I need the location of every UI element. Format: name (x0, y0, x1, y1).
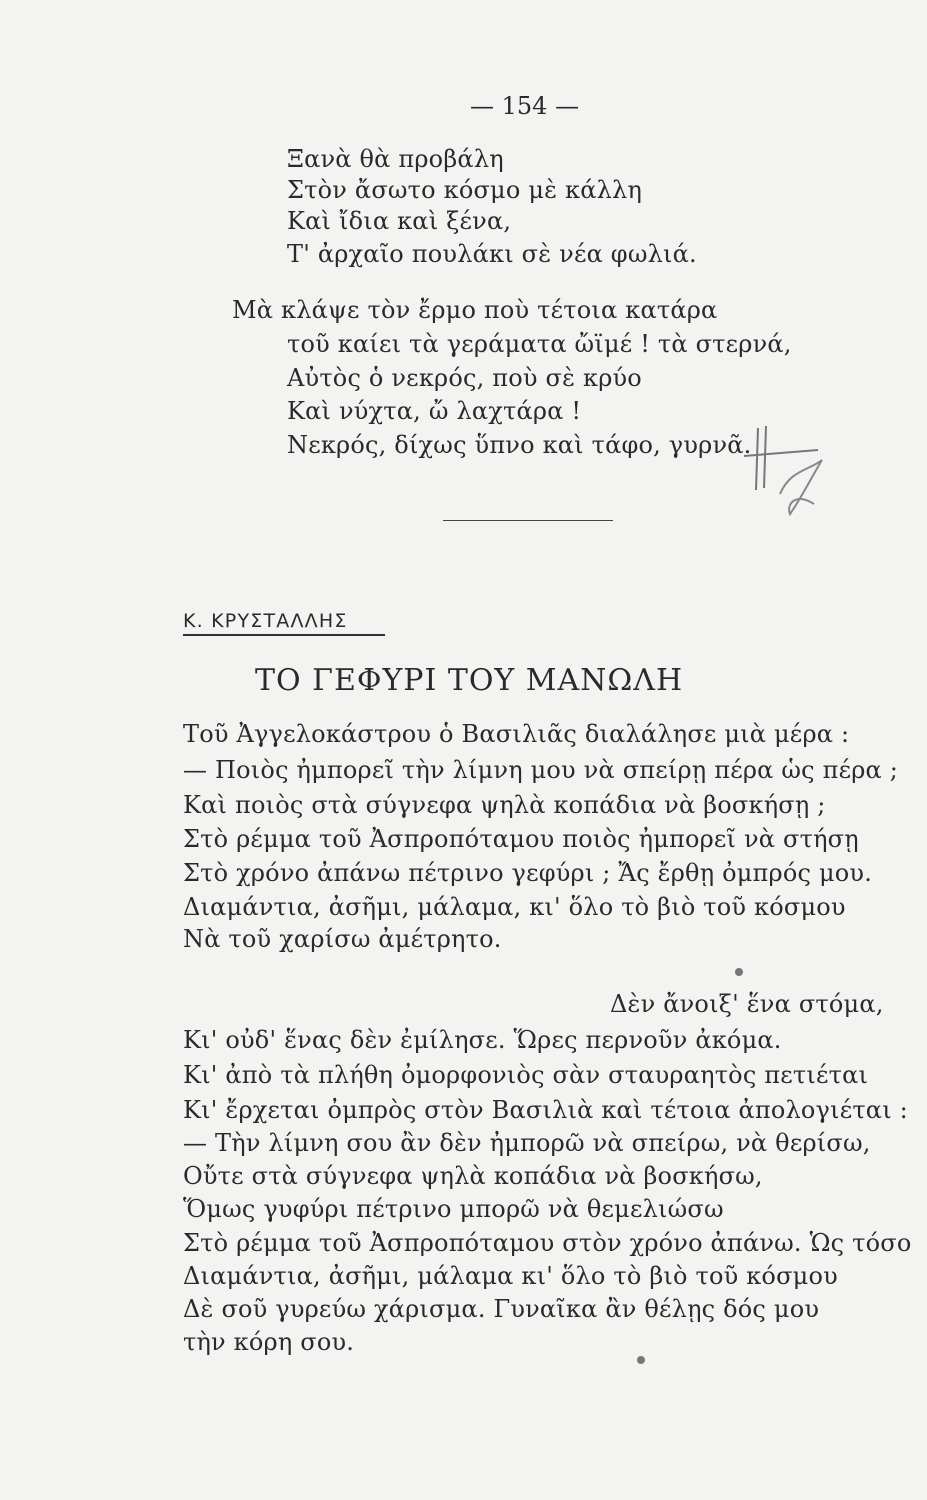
stanza2-line-1: Μὰ κλάψε τὸν ἔρμο ποὺ τέτοια κατάρα (232, 296, 718, 324)
poem-line-3: Καὶ ποιὸς στὰ σύγνεφα ψηλὰ κοπάδια νὰ βοσκήσῃ ; (183, 791, 826, 819)
poem-line-15: Διαμάντια, ἀσῆμι, μάλαμα κι' ὅλο τὸ βιὸ τοῦ κόσμου (183, 1262, 838, 1290)
stanza1-line-2: Στὸν ἄσωτο κόσμο μὲ κάλλη (287, 176, 643, 204)
poem-line-2: — Ποιὸς ἠμπορεῖ τὴν λίμνη μου νὰ σπείρῃ πέρα ὡς πέρα ; (183, 756, 899, 784)
poem-line-8: Κι' οὐδ' ἕνας δὲν ἐμίλησε. Ὥρες περνοῦν ἀκόμα. (183, 1026, 782, 1054)
poem-line-16: Δὲ σοῦ γυρεύω χάρισμα. Γυναῖκα ἂν θέλῃς δός μου (183, 1295, 820, 1323)
poem-line-13: Ὅμως γυφύρι πέτρινο μπορῶ νὰ θεμελιώσω (183, 1195, 724, 1223)
stanza1-line-4: Τ' ἀρχαῖο πουλάκι σὲ νέα φωλιά. (287, 240, 697, 268)
poem-line-5: Στὸ χρόνο ἀπάνω πέτρινο γεφύρι ; Ἄς ἔρθῃ ὀμπρός μου. (183, 859, 873, 887)
stanza1-line-3: Καὶ ἴδια καὶ ξένα, (287, 207, 512, 235)
poem-line-10: Κι' ἔρχεται ὀμπρὸς στὸν Βασιλιὰ καὶ τέτοια ἀπολογιέται : (183, 1096, 908, 1124)
poem-line-14: Στὸ ρέμμα τοῦ Ἀσπροπόταμου στὸν χρόνο ἀπάνω. Ὡς τόσο (183, 1229, 912, 1257)
poem-title: ΤΟ ΓΕΦΥΡΙ ΤΟΥ ΜΑΝΩΛΗ (255, 663, 684, 698)
section-divider (443, 520, 613, 521)
poem-line-12: Οὔτε στὰ σύγνεφα ψηλὰ κοπάδια νὰ βοσκήσω, (183, 1162, 763, 1190)
handwritten-mark (740, 420, 850, 530)
ink-speck (735, 968, 743, 976)
ink-speck (637, 1356, 645, 1364)
poem-line-6: Διαμάντια, ἀσῆμι, μάλαμα, κι' ὅλο τὸ βιὸ τοῦ κόσμου (183, 893, 846, 921)
stanza1-line-1: Ξανὰ θὰ προβάλη (287, 145, 504, 173)
poem-indented-line: Δὲν ἄνοιξ' ἕνα στόμα, (610, 990, 884, 1018)
poem-line-11: — Τὴν λίμνη σου ἂν δὲν ἠμπορῶ νὰ σπείρω, νὰ θερίσω, (183, 1129, 871, 1157)
page-number: — 154 — (470, 92, 580, 120)
poem-line-9: Κι' ἀπὸ τὰ πλήθη ὀμορφονιὸς σὰν σταυραητὸς πετιέται (183, 1061, 869, 1089)
poem-line-4: Στὸ ρέμμα τοῦ Ἀσπροπόταμου ποιὸς ἠμπορεῖ νὰ στήσῃ (183, 825, 859, 853)
stanza2-line-4: Καὶ νύχτα, ὤ λαχτάρα ! (287, 397, 582, 425)
stanza2-line-3: Αὐτὸς ὁ νεκρός, ποὺ σὲ κρύο (287, 364, 642, 392)
poem-line-17: τὴν κόρη σου. (183, 1328, 355, 1356)
poem-line-1: Τοῦ Ἀγγελοκάστρου ὁ Βασιλιᾶς διαλάλησε μιὰ μέρα : (183, 720, 850, 748)
author-underline (183, 634, 385, 636)
stanza2-line-2: τοῦ καίει τὰ γεράματα ὤϊμέ ! τὰ στερνά, (287, 330, 792, 358)
stanza2-line-5: Νεκρός, δίχως ὕπνο καὶ τάφο, γυρνᾶ. (287, 431, 752, 459)
poem-line-7: Νὰ τοῦ χαρίσω ἀμέτρητο. (183, 925, 502, 953)
author-name: Κ. ΚΡΥΣΤΑΛΛΗΣ (183, 610, 348, 632)
